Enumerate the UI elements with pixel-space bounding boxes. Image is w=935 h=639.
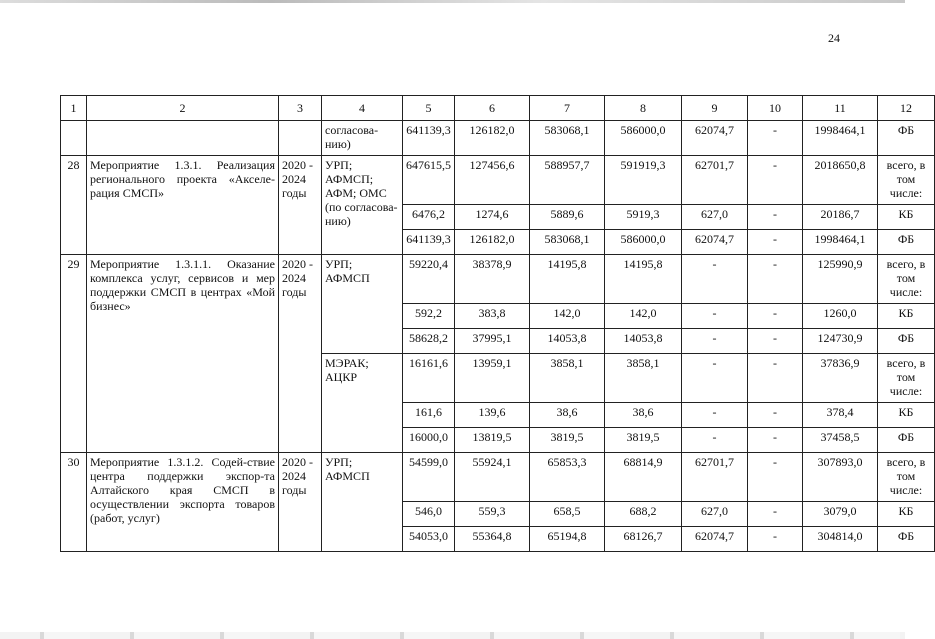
column-header: 5 [403, 96, 455, 121]
value-cell: - [682, 403, 748, 428]
value-cell: 38,6 [605, 403, 682, 428]
value-cell: 14053,8 [530, 329, 605, 354]
value-cell: - [682, 428, 748, 453]
value-cell: 592,2 [403, 304, 455, 329]
value-cell: 58628,2 [403, 329, 455, 354]
value-cell: - [748, 453, 803, 502]
value-cell: 2018650,8 [803, 156, 878, 205]
value-cell: 14195,8 [605, 255, 682, 304]
value-cell: 3858,1 [605, 354, 682, 403]
value-cell: - [748, 502, 803, 527]
value-cell: 55364,8 [455, 527, 530, 552]
value-cell: 627,0 [682, 205, 748, 230]
value-cell: 14195,8 [530, 255, 605, 304]
funding-source-cell: ФБ [878, 527, 935, 552]
row-number-cell [61, 121, 87, 156]
executor-cell: УРП; АФМСП [322, 255, 403, 354]
value-cell: 3858,1 [530, 354, 605, 403]
funding-source-cell: всего, в том числе: [878, 453, 935, 502]
value-cell: 586000,0 [605, 121, 682, 156]
value-cell: - [748, 205, 803, 230]
value-cell: 62701,7 [682, 156, 748, 205]
value-cell: 20186,7 [803, 205, 878, 230]
value-cell: 127456,6 [455, 156, 530, 205]
value-cell: 383,8 [455, 304, 530, 329]
executor-cell: МЭРАК; АЦКР [322, 354, 403, 453]
value-cell: 139,6 [455, 403, 530, 428]
page-number: 24 [828, 31, 840, 45]
funding-source-cell: КБ [878, 502, 935, 527]
column-header: 9 [682, 96, 748, 121]
value-cell: 688,2 [605, 502, 682, 527]
value-cell: 62074,7 [682, 230, 748, 255]
period-cell: 2020 - 2024 годы [279, 453, 322, 552]
value-cell: 307893,0 [803, 453, 878, 502]
funding-source-cell: ФБ [878, 428, 935, 453]
value-cell: 378,4 [803, 403, 878, 428]
value-cell: 38,6 [530, 403, 605, 428]
event-name-cell: Мероприятие 1.3.1.2. Содей-ствие центра поддержки экспор-та Алтайского края СМСП в осуществлении экспорта товаров (работ, услуг) [87, 453, 279, 552]
table-row [61, 156, 935, 205]
scan-edge-top [0, 0, 905, 3]
program-table [60, 95, 935, 552]
value-cell: 658,5 [530, 502, 605, 527]
row-number-cell: 28 [61, 156, 87, 255]
column-header: 6 [455, 96, 530, 121]
value-cell: - [682, 354, 748, 403]
period-cell [279, 121, 322, 156]
value-cell: - [748, 354, 803, 403]
column-header: 7 [530, 96, 605, 121]
value-cell: 3819,5 [605, 428, 682, 453]
value-cell: 16161,6 [403, 354, 455, 403]
row-number-cell: 29 [61, 255, 87, 453]
value-cell: 13819,5 [455, 428, 530, 453]
table-row [61, 255, 935, 304]
executor-cell: УРП; АФМСП [322, 453, 403, 552]
value-cell: 59220,4 [403, 255, 455, 304]
value-cell: 37836,9 [803, 354, 878, 403]
value-cell: 65194,8 [530, 527, 605, 552]
value-cell: 16000,0 [403, 428, 455, 453]
column-header: 1 [61, 96, 87, 121]
value-cell: - [748, 121, 803, 156]
column-header: 4 [322, 96, 403, 121]
value-cell: 68126,7 [605, 527, 682, 552]
funding-source-cell: всего, в том числе: [878, 354, 935, 403]
value-cell: - [748, 403, 803, 428]
value-cell: 6476,2 [403, 205, 455, 230]
scan-edge-bottom [0, 632, 905, 639]
value-cell: 37995,1 [455, 329, 530, 354]
value-cell: 1260,0 [803, 304, 878, 329]
value-cell: - [748, 230, 803, 255]
value-cell: - [748, 304, 803, 329]
value-cell: 62701,7 [682, 453, 748, 502]
value-cell: 62074,7 [682, 527, 748, 552]
value-cell: 126182,0 [455, 230, 530, 255]
value-cell: 641139,3 [403, 121, 455, 156]
event-name-cell [87, 121, 279, 156]
value-cell: 1998464,1 [803, 121, 878, 156]
funding-source-cell: КБ [878, 205, 935, 230]
value-cell: 583068,1 [530, 230, 605, 255]
value-cell: 124730,9 [803, 329, 878, 354]
value-cell: - [682, 255, 748, 304]
value-cell: 54599,0 [403, 453, 455, 502]
value-cell: 559,3 [455, 502, 530, 527]
value-cell: 588957,7 [530, 156, 605, 205]
column-header: 10 [748, 96, 803, 121]
value-cell: - [748, 255, 803, 304]
column-header: 2 [87, 96, 279, 121]
value-cell: 68814,9 [605, 453, 682, 502]
executor-cell: УРП; АФМСП; АФМ; ОМС (по согласова-нию) [322, 156, 403, 255]
value-cell: - [682, 304, 748, 329]
value-cell: 5919,3 [605, 205, 682, 230]
funding-source-cell: ФБ [878, 121, 935, 156]
value-cell: 125990,9 [803, 255, 878, 304]
value-cell: 38378,9 [455, 255, 530, 304]
value-cell: 627,0 [682, 502, 748, 527]
table-header-row [61, 96, 935, 121]
period-cell: 2020 - 2024 годы [279, 156, 322, 255]
column-header: 11 [803, 96, 878, 121]
event-name-cell: Мероприятие 1.3.1. Реализация регионального проекта «Акселе-рация СМСП» [87, 156, 279, 255]
column-header: 3 [279, 96, 322, 121]
value-cell: 142,0 [605, 304, 682, 329]
value-cell: 304814,0 [803, 527, 878, 552]
funding-source-cell: КБ [878, 304, 935, 329]
column-header: 8 [605, 96, 682, 121]
period-cell: 2020 - 2024 годы [279, 255, 322, 453]
value-cell: 5889,6 [530, 205, 605, 230]
column-header: 12 [878, 96, 935, 121]
funding-source-cell: всего, в том числе: [878, 156, 935, 205]
funding-source-cell: КБ [878, 403, 935, 428]
value-cell: 13959,1 [455, 354, 530, 403]
value-cell: - [682, 329, 748, 354]
executor-cell: согласова-нию) [322, 121, 403, 156]
funding-source-cell: ФБ [878, 230, 935, 255]
table-row [61, 121, 935, 156]
value-cell: 142,0 [530, 304, 605, 329]
value-cell: 1998464,1 [803, 230, 878, 255]
table-row [61, 453, 935, 502]
value-cell: 37458,5 [803, 428, 878, 453]
funding-source-cell: ФБ [878, 329, 935, 354]
value-cell: 1274,6 [455, 205, 530, 230]
value-cell: 641139,3 [403, 230, 455, 255]
value-cell: 586000,0 [605, 230, 682, 255]
value-cell: - [748, 527, 803, 552]
funding-source-cell: всего, в том числе: [878, 255, 935, 304]
value-cell: 54053,0 [403, 527, 455, 552]
value-cell: 3819,5 [530, 428, 605, 453]
value-cell: 647615,5 [403, 156, 455, 205]
row-number-cell: 30 [61, 453, 87, 552]
value-cell: 591919,3 [605, 156, 682, 205]
value-cell: 65853,3 [530, 453, 605, 502]
event-name-cell: Мероприятие 1.3.1.1. Оказание комплекса услуг, сервисов и мер поддержки СМСП в центрах «Мой бизнес» [87, 255, 279, 453]
value-cell: 583068,1 [530, 121, 605, 156]
value-cell: 126182,0 [455, 121, 530, 156]
value-cell: 55924,1 [455, 453, 530, 502]
value-cell: - [748, 329, 803, 354]
value-cell: - [748, 428, 803, 453]
value-cell: 3079,0 [803, 502, 878, 527]
value-cell: 14053,8 [605, 329, 682, 354]
value-cell: - [748, 156, 803, 205]
value-cell: 546,0 [403, 502, 455, 527]
value-cell: 62074,7 [682, 121, 748, 156]
value-cell: 161,6 [403, 403, 455, 428]
